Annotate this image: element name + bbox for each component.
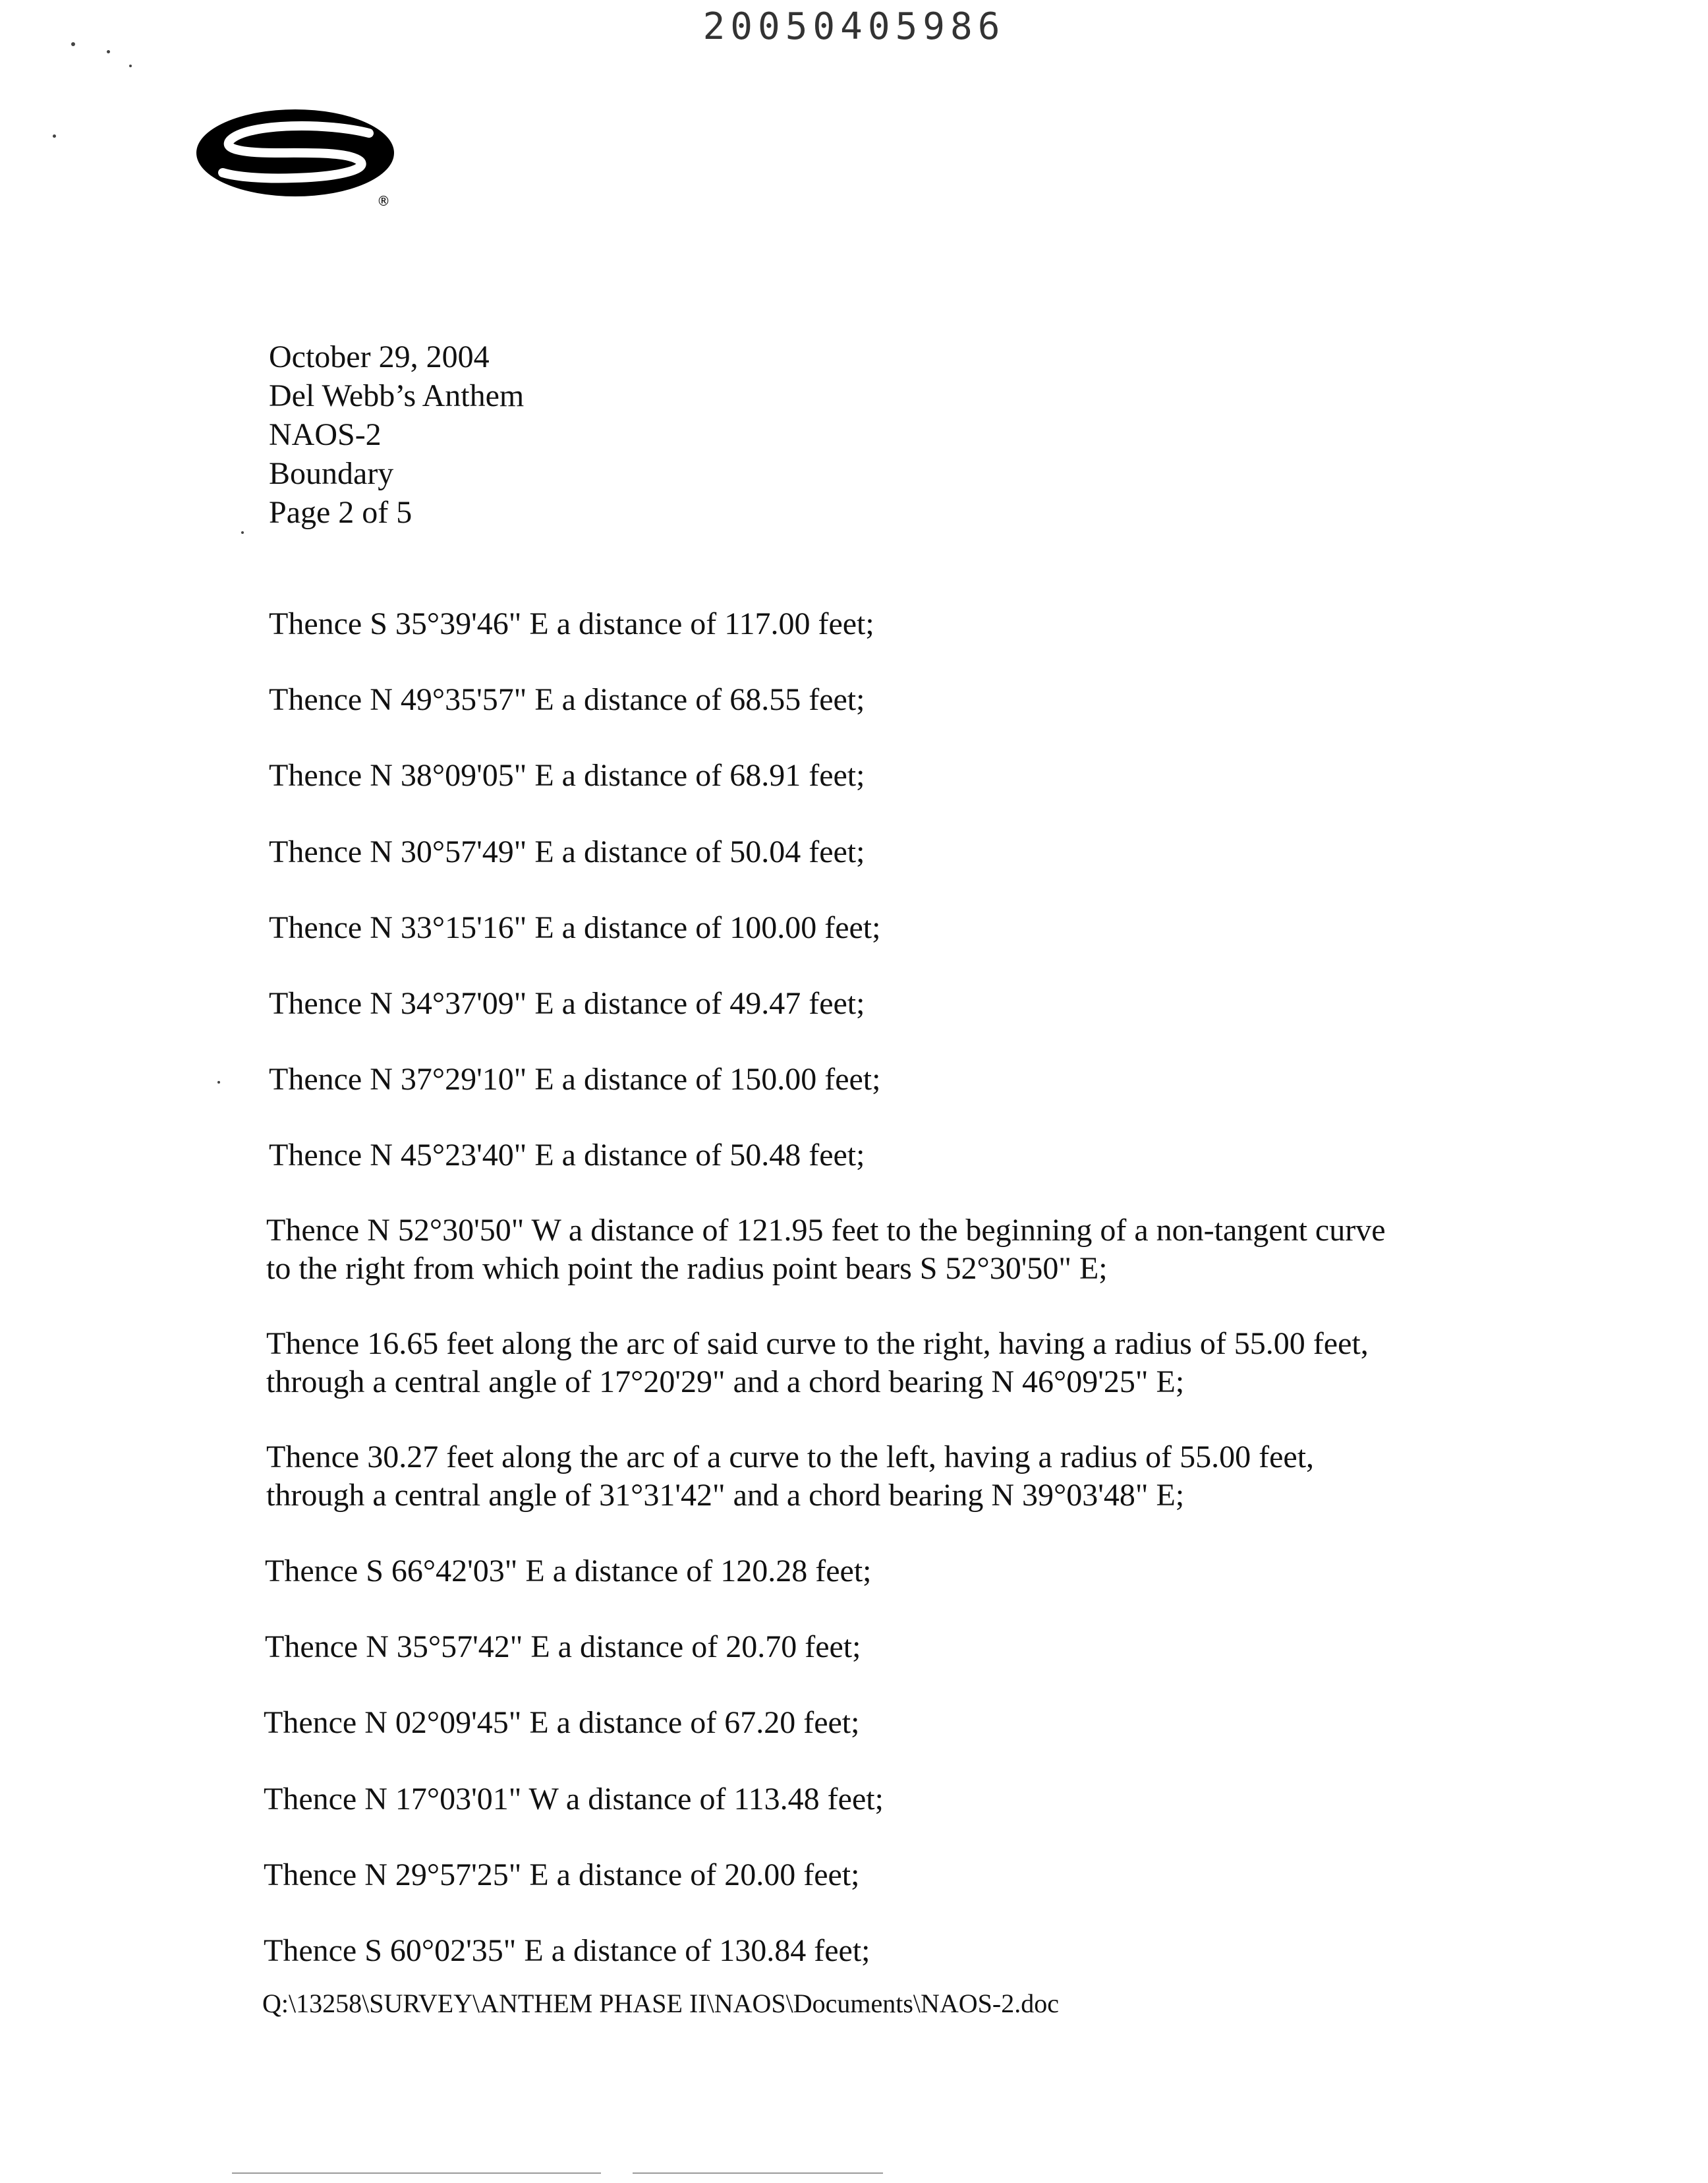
course-line: Thence N 45°23'40" E a distance of 50.48 feet; xyxy=(269,1138,865,1173)
course-line: Thence N 34°37'09" E a distance of 49.47 feet; xyxy=(269,986,865,1021)
course-paragraph xyxy=(264,1704,1708,1742)
footer-file-path: Q:\13258\SURVEY\ANTHEM PHASE II\NAOS\Documents\NAOS-2.doc xyxy=(262,1989,1060,2018)
scan-edge-line xyxy=(232,2172,601,2174)
course-paragraph xyxy=(269,681,1708,719)
course-line: through a central angle of 17°20'29" and a chord bearing N 46°09'25" E; xyxy=(266,1364,1185,1399)
course-line: Thence N 29°57'25" E a distance of 20.00 feet; xyxy=(264,1857,860,1892)
scan-speck xyxy=(71,42,75,46)
scan-speck xyxy=(53,134,56,138)
course-line: Thence S 35°39'46" E a distance of 117.00 feet; xyxy=(269,606,874,641)
header-date: October 29, 2004 xyxy=(269,339,490,374)
registered-mark: ® xyxy=(377,193,390,209)
header-subject: Boundary xyxy=(269,456,394,491)
letter-header xyxy=(269,337,524,532)
scan-speck xyxy=(217,1081,220,1084)
logo-s-icon xyxy=(196,105,407,211)
course-line: Thence N 02°09'45" E a distance of 67.20 feet; xyxy=(264,1705,860,1740)
course-paragraph xyxy=(269,909,1708,947)
course-paragraph xyxy=(269,1136,1708,1175)
course-line: through a central angle of 31°31'42" and a chord bearing N 39°03'48" E; xyxy=(266,1478,1185,1513)
course-paragraph xyxy=(266,1325,1708,1401)
header-page-number: Page 2 of 5 xyxy=(269,495,413,530)
scan-speck xyxy=(129,65,132,67)
company-logo xyxy=(196,105,407,211)
course-paragraph xyxy=(266,1438,1708,1515)
scan-speck xyxy=(107,50,110,53)
header-project: Del Webb’s Anthem xyxy=(269,378,525,413)
course-paragraph xyxy=(266,1211,1708,1288)
course-line: Thence N 33°15'16" E a distance of 100.00 feet; xyxy=(269,910,881,945)
course-paragraph xyxy=(269,833,1708,871)
course-paragraph xyxy=(269,605,1708,643)
course-line: to the right from which point the radius point bears S 52°30'50" E; xyxy=(266,1251,1108,1286)
course-line: Thence N 37°29'10" E a distance of 150.00 feet; xyxy=(269,1062,881,1097)
course-line: Thence S 60°02'35" E a distance of 130.84 feet; xyxy=(264,1933,870,1968)
course-line: Thence 30.27 feet along the arc of a curve to the left, having a radius of 55.00 feet, xyxy=(266,1440,1315,1474)
course-paragraph xyxy=(264,1780,1708,1819)
course-line: Thence N 49°35'57" E a distance of 68.55 feet; xyxy=(269,682,865,717)
document-number: 20050405986 xyxy=(702,5,1006,48)
course-paragraph xyxy=(269,1061,1708,1099)
header-parcel: NAOS-2 xyxy=(269,417,382,452)
course-line: Thence N 35°57'42" E a distance of 20.70 feet; xyxy=(265,1629,861,1664)
course-line: Thence N 38°09'05" E a distance of 68.91 feet; xyxy=(269,758,865,793)
course-paragraph xyxy=(264,1856,1708,1894)
scan-edge-line xyxy=(633,2172,883,2174)
course-paragraph xyxy=(269,985,1708,1023)
course-paragraph xyxy=(264,1932,1708,1970)
course-line: Thence N 30°57'49" E a distance of 50.04 feet; xyxy=(269,834,865,869)
scan-speck xyxy=(241,531,244,534)
course-line: Thence 16.65 feet along the arc of said curve to the right, having a radius of 55.00 feet, xyxy=(266,1326,1369,1361)
course-line: Thence S 66°42'03" E a distance of 120.28 feet; xyxy=(265,1554,872,1588)
course-line: Thence N 17°03'01" W a distance of 113.48 feet; xyxy=(264,1782,884,1817)
course-paragraph xyxy=(265,1552,1708,1590)
course-paragraph xyxy=(269,757,1708,795)
course-paragraph xyxy=(265,1628,1708,1666)
course-line: Thence N 52°30'50" W a distance of 121.95 feet to the beginning of a non-tangent curve xyxy=(266,1213,1386,1248)
